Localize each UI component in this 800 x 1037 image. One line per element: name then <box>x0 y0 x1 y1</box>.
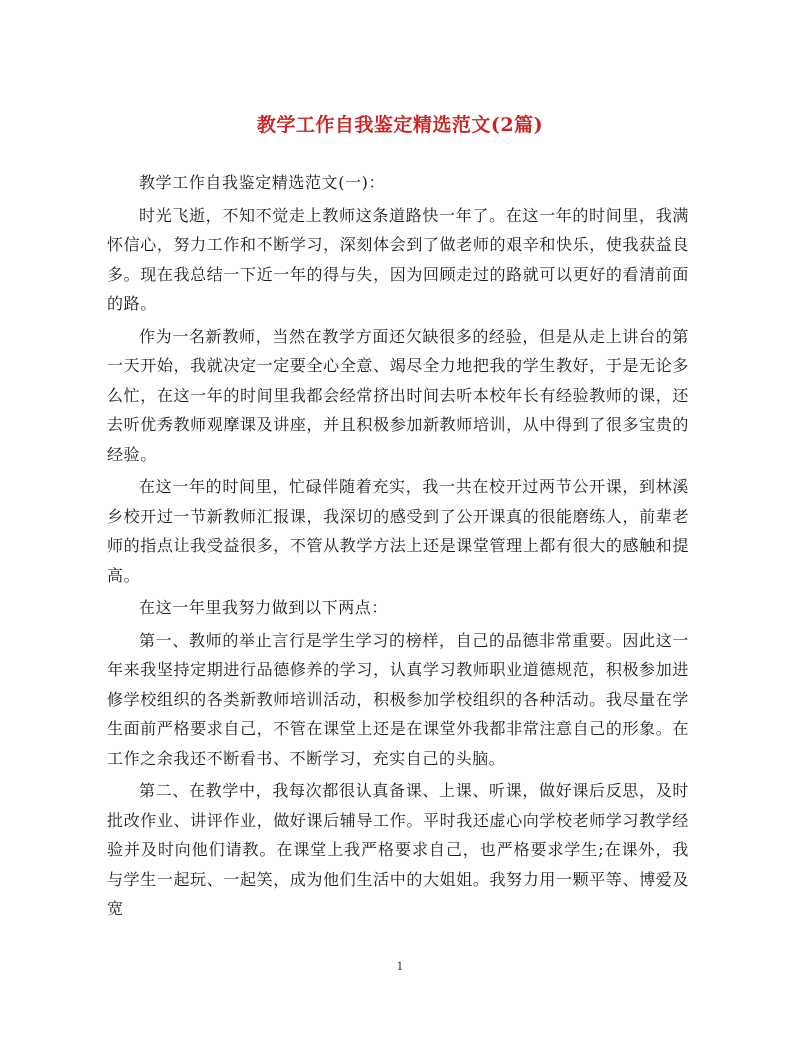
paragraph-heading: 教学工作自我鉴定精选范文(一)： <box>139 173 386 192</box>
paragraph: 在这一年里我努力做到以下两点： <box>139 598 389 617</box>
paragraph: 作为一名新教师，当然在教学方面还欠缺很多的经验，但是从走上讲台的第一天开始，我就决定一定要全心全意、竭尽全力地把我的学生教好，于是无论多么忙，在这一年的时间里我都会经常挤出时间去听本校年长有经验教师的课，还去听优秀教师观摩课及讲座，并且积极参加新教师培训，从中得到了很多宝贵的经验。 <box>107 326 689 464</box>
paragraph: 第一、教师的举止言行是学生学习的榜样，自己的品德非常重要。因此这一年来我坚持定期进行品德修养的学习，认真学习教师职业道德规范，积极参加进修学校组织的各类新教师培训活动，积极参加学校组织的各种活动。我尽量在学生面前严格要求自己，不管在课堂上还是在课堂外我都非常注意自己的形象。在工作之余我还不断看书、不断学习，充实自己的头脑。 <box>107 630 689 768</box>
document-title: 教学工作自我鉴定精选范文(2篇) <box>256 114 544 136</box>
paragraph: 时光飞逝，不知不觉走上教师这条道路快一年了。在这一年的时间里，我满怀信心，努力工作和不断学习，深刻体会到了做老师的艰辛和快乐，使我获益良多。现在我总结一下近一年的得与失，因为回顾走过的路就可以更好的看清前面的路。 <box>107 205 689 313</box>
paragraph: 在这一年的时间里，忙碌伴随着充实，我一共在校开过两节公开课，到林溪乡校开过一节新教师汇报课，我深切的感受到了公开课真的很能磨练人，前辈老师的指点让我受益很多，不管从教学方法上还是课堂管理上都有很大的感触和提高。 <box>107 477 689 585</box>
document-body <box>107 168 689 924</box>
page-number: 1 <box>396 960 404 973</box>
paragraph: 第二、在教学中，我每次都很认真备课、上课、听课，做好课后反思，及时批改作业、讲评作业，做好课后辅导工作。平时我还虚心向学校老师学习教学经验并及时向他们请教。在课堂上我严格要求自己，也严格要求学生;在课外，我与学生一起玩、一起笑，成为他们生活中的大姐姐。我努力用一颗平等、博爱及宽 <box>107 781 689 918</box>
